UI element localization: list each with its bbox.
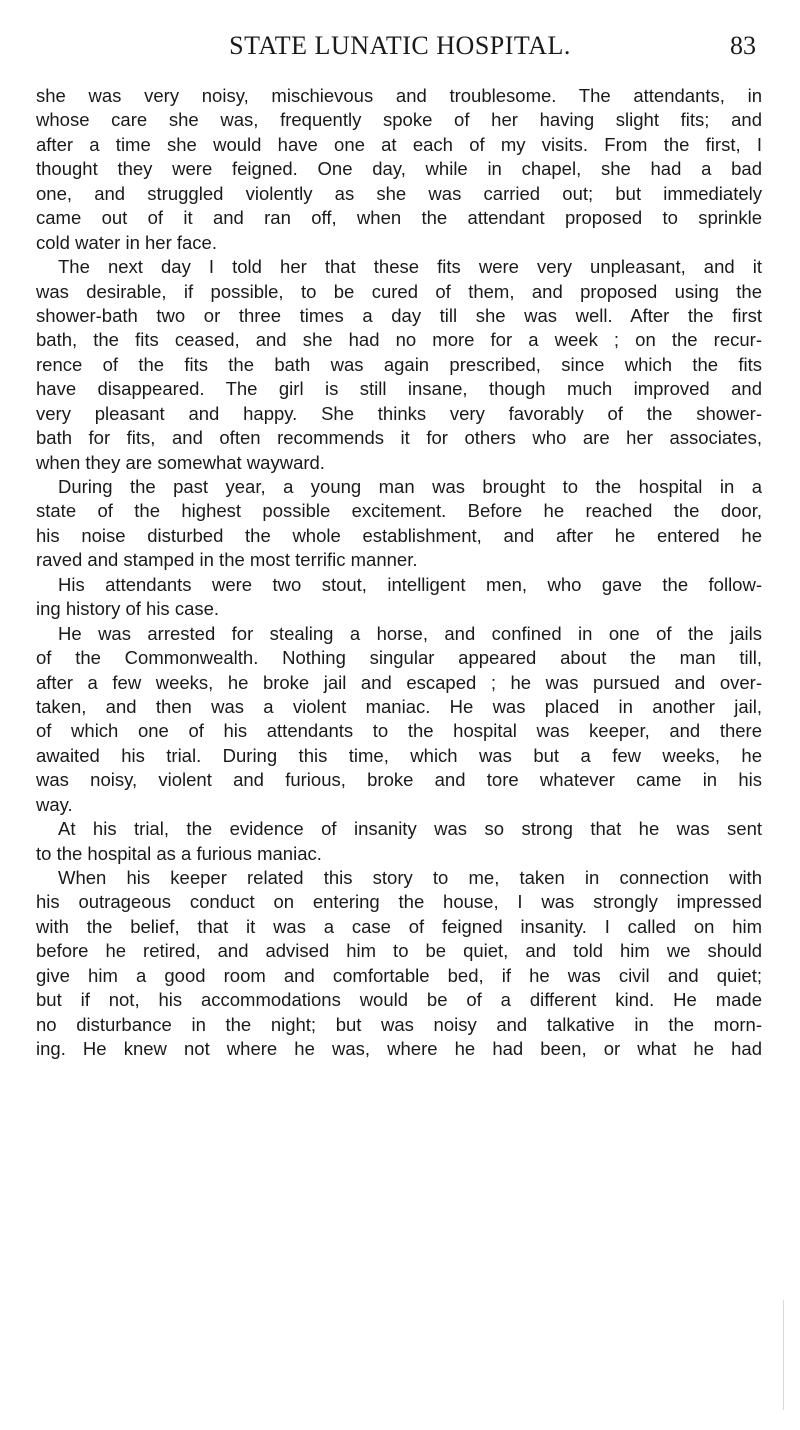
- body-text: [36, 84, 762, 1062]
- text-line: raved and stamped in the most terrific manner.: [36, 549, 418, 571]
- text-line: At his trial, the evidence of insanity was so strong that he was sent: [58, 818, 762, 840]
- text-line: way.: [36, 793, 73, 815]
- text-line: His attendants were two stout, intelligent men, who gave the follow-: [58, 573, 762, 595]
- text-line: ing history of his case.: [36, 598, 220, 620]
- text-line: cold water in her face.: [36, 231, 217, 253]
- text-line: bath, the fits ceased, and she had no more for a week ; on the recur-: [36, 329, 762, 351]
- page-number: 83: [730, 31, 756, 60]
- text-line: He was arrested for stealing a horse, and confined in one of the jails: [58, 622, 762, 644]
- text-line: but if not, his accommodations would be of a different kind. He made: [36, 989, 762, 1011]
- text-line: with the belief, that it was a case of feigned insanity. I called on him: [36, 915, 762, 937]
- text-line: his noise disturbed the whole establishment, and after he entered he: [36, 524, 762, 546]
- text-line: whose care she was, frequently spoke of her having slight fits; and: [36, 109, 762, 131]
- text-line: was desirable, if possible, to be cured of them, and proposed using the: [36, 280, 762, 302]
- text-line: to the hospital as a furious maniac.: [36, 842, 322, 864]
- text-line: one, and struggled violently as she was carried out; but immediately: [36, 182, 762, 204]
- text-line: very pleasant and happy. She thinks very favorably of the shower-: [36, 402, 762, 424]
- text-line: after a few weeks, he broke jail and escaped ; he was pursued and over-: [36, 671, 762, 693]
- text-line: before he retired, and advised him to be quiet, and told him we should: [36, 940, 762, 962]
- text-line: was noisy, violent and furious, broke and tore whatever came in his: [36, 769, 762, 791]
- text-line: came out of it and ran off, when the attendant proposed to sprinkle: [36, 207, 762, 229]
- text-line: bath for fits, and often recommends it for others who are her associates,: [36, 427, 762, 449]
- running-head-title: STATE LUNATIC HOSPITAL.: [229, 31, 571, 60]
- text-line: of the Commonwealth. Nothing singular appeared about the man till,: [36, 647, 762, 669]
- page-edge-line: [783, 1300, 784, 1410]
- text-line: thought they were feigned. One day, while in chapel, she had a bad: [36, 158, 762, 180]
- text-line: of which one of his attendants to the hospital was keeper, and there: [36, 720, 762, 742]
- text-line: give him a good room and comfortable bed, if he was civil and quiet;: [36, 964, 762, 986]
- text-line: after a time she would have one at each of my visits. From the first, I: [36, 133, 762, 155]
- text-line: rence of the fits the bath was again prescribed, since which the fits: [36, 353, 762, 375]
- text-line: During the past year, a young man was brought to the hospital in a: [58, 476, 762, 497]
- text-line: taken, and then was a violent maniac. He was placed in another jail,: [36, 695, 762, 717]
- text-line: she was very noisy, mischievous and troublesome. The attendants, in: [36, 85, 762, 106]
- text-line: no disturbance in the night; but was noisy and talkative in the morn-: [36, 1013, 762, 1035]
- text-line: state of the highest possible excitement. Before he reached the door,: [36, 500, 762, 522]
- text-line: shower-bath two or three times a day till she was well. After the first: [36, 304, 762, 326]
- text-line: when they are somewhat wayward.: [36, 451, 325, 473]
- running-head: [0, 28, 800, 64]
- text-line: have disappeared. The girl is still insane, though much improved and: [36, 378, 762, 400]
- text-line: his outrageous conduct on entering the house, I was strongly impressed: [36, 891, 762, 913]
- text-line: The next day I told her that these fits were very unpleasant, and it: [58, 256, 762, 278]
- text-line: awaited his trial. During this time, which was but a few weeks, he: [36, 744, 762, 766]
- text-line: When his keeper related this story to me, taken in connection with: [58, 867, 762, 888]
- text-line: ing. He knew not where he was, where he had been, or what he had: [36, 1038, 762, 1060]
